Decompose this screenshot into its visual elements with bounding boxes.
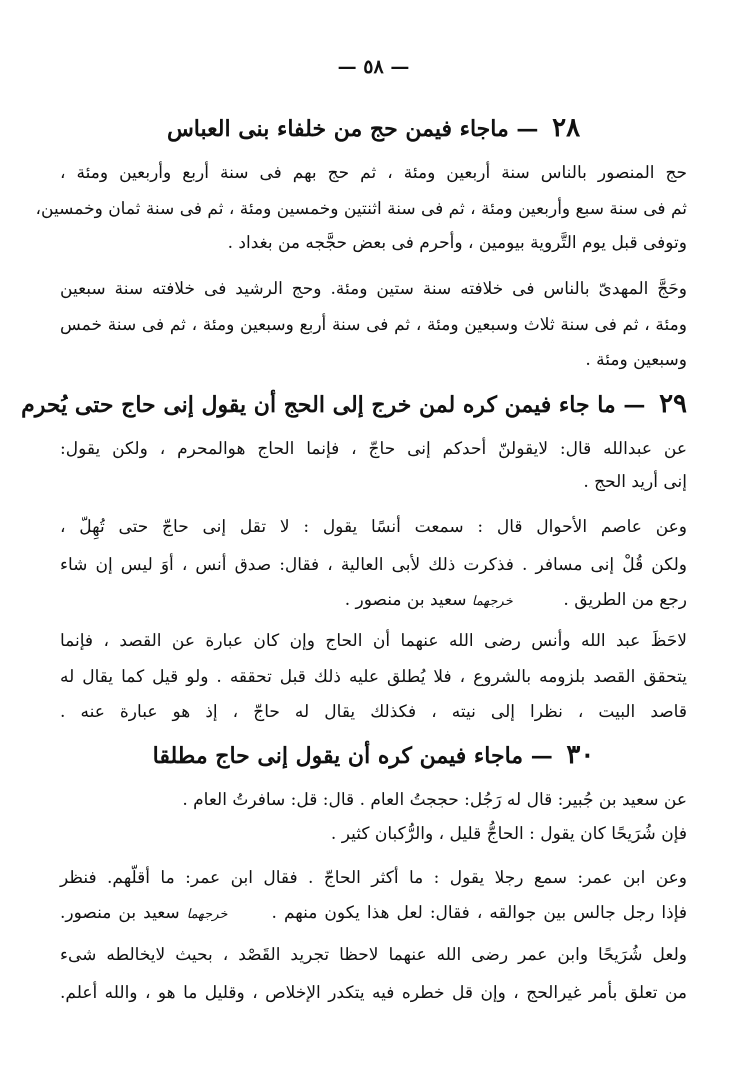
text-fragment: سعيد بن منصور . bbox=[344, 590, 467, 610]
text-fragment: سعيد بن منصور. bbox=[60, 903, 180, 923]
section-number: ٢٩ bbox=[659, 389, 687, 419]
text-line: وحَجَّ المهدىّ بالناس فى خلافته سنة ستين ومئة. وحج الرشيد فى خلافته سنة سبعين bbox=[60, 279, 687, 299]
page-number: — ٥٨ — bbox=[337, 56, 410, 78]
section-number: ٣٠ bbox=[566, 740, 595, 770]
section-heading-28 bbox=[60, 113, 687, 143]
text-line: وسبعين ومئة . bbox=[585, 350, 687, 370]
text-line: ولعل شُرَيحًا وابن عمر رضى الله عنهما لاحظا تجريد القَصْد ، بحيث لايخالطه شىء bbox=[60, 945, 687, 965]
section-heading-29 bbox=[21, 389, 687, 419]
text-line bbox=[60, 587, 687, 615]
text-line: عن عبدالله قال: لايقولنّ أحدكم إنى حاجّ ، فإنما الحاج هوالمحرم ، ولكن يقول: bbox=[60, 439, 687, 459]
section-title: — ماجاء فيمن حج من خلفاء بنى العباس bbox=[166, 116, 539, 142]
section-heading-30 bbox=[60, 740, 687, 770]
text-line: قاصد البيت ، نظرا إلى نيته ، فكذلك يقال له حاجّ ، إذ هو عبارة عنه . bbox=[60, 702, 687, 722]
text-line: من تعلق بأمر غيرالحج ، وإن قل خطره فيه يتكدر الإخلاص ، وقليل ما هو ، والله أعلم. bbox=[60, 983, 687, 1003]
text-line: لاحَظَ عبد الله وأنس رضى الله عنهما أن الحاج وإن كان عبارة عن القصد ، فإنما bbox=[60, 631, 687, 651]
text-line: فإن شُرَيحًا كان يقول : الحاجُّ قليل ، والرُّكبان كثير . bbox=[330, 824, 687, 844]
text-line: عن سعيد بن جُبير: قال له رَجُل: حججتُ العام . قال: قل: سافرتُ العام . bbox=[182, 790, 687, 810]
text-fragment: فإذا رجل جالس بين جوالقه ، فقال: لعل هذا يكون منهم . bbox=[271, 903, 688, 923]
citation-note: خرجهما bbox=[186, 907, 228, 922]
section-title: — ما جاء فيمن كره لمن خرج إلى الحج أن يقول إنى حاج حتى يُحرم bbox=[21, 392, 646, 418]
text-line: وتوفى قبل يوم التَّروية بيومين ، وأحرم فى بعض حجَّجه من بغداد . bbox=[227, 233, 687, 253]
text-line: يتحقق القصد بلزومه بالشروع ، فلا يُطلق عليه ذلك قبل تحققه . ولو قيل كما يقال له bbox=[60, 667, 687, 687]
text-line: إنى أريد الحج . bbox=[583, 472, 687, 492]
citation-note: خرجهما bbox=[471, 594, 513, 609]
text-line: ومئة ، ثم فى سنة ثلاث وسبعين ومئة ، ثم فى سنة أربع وسبعين ومئة ، ثم فى سنة خمس bbox=[60, 315, 687, 335]
text-line: ثم فى سنة سبع وأربعين ومئة ، ثم فى سنة اثنتين وخمسين ومئة ، ثم فى سنة ثمان وخمسين، bbox=[35, 199, 687, 219]
text-line bbox=[60, 900, 687, 928]
text-line: ولكن قُلْ إنى مسافر . فذكرت ذلك لأبى العالية ، فقال: صدق أنس ، أوَ ليس إن شاء bbox=[60, 555, 687, 575]
section-number: ٢٨ bbox=[552, 113, 581, 143]
text-fragment: رجع من الطريق . bbox=[563, 590, 687, 610]
text-line: وعن ابن عمر: سمع رجلا يقول : ما أكثر الحاجّ . فقال ابن عمر: ما أقلّهم. فنظر bbox=[60, 868, 687, 888]
section-title: — ماجاء فيمن كره أن يقول إنى حاج مطلقا bbox=[152, 743, 553, 769]
text-line: وعن عاصم الأحوال قال : سمعت أنسًا يقول : لا تقل إنى حاجّ حتى تُهِلّ ، bbox=[60, 517, 687, 537]
text-line: حج المنصور بالناس سنة أربعين ومئة ، ثم حج بهم فى سنة أربع وأربعين ومئة ، bbox=[60, 163, 687, 183]
